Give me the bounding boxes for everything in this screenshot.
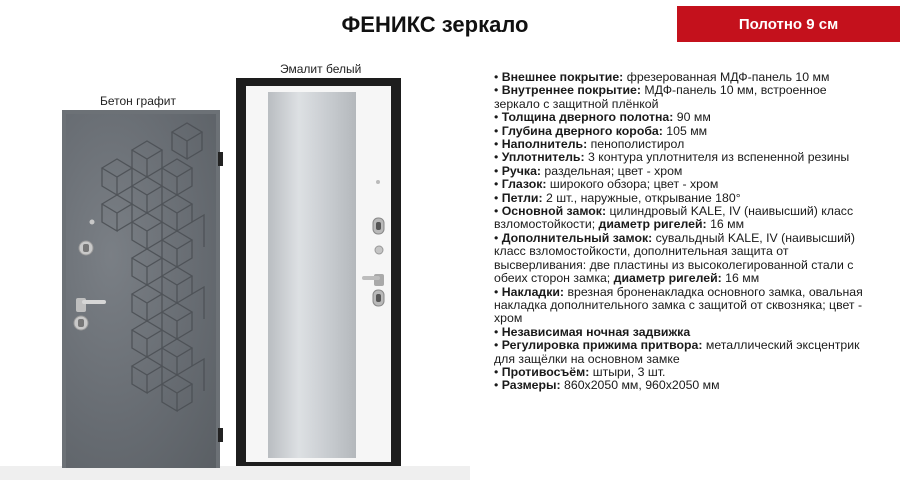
- spec-value: фрезерованная МДФ-панель 10 мм: [623, 70, 830, 84]
- spec-item: • Петли: 2 шт., наружные, открывание 180°: [494, 190, 741, 205]
- specifications-list: [494, 71, 874, 393]
- floor-strip: [0, 466, 470, 480]
- spec-label: Петли:: [501, 190, 543, 205]
- spec-label: Размеры:: [501, 378, 561, 393]
- spec-item: • Основной замок: цилиндровый KALE, IV (наивысший) класс взломостойкости; диаметр ригелей: 16 мм: [494, 204, 854, 232]
- spec-value: 16 мм: [721, 271, 760, 286]
- spec-value: 2 шт., наружные, открывание 180°: [542, 190, 741, 205]
- spec-label: диаметр ригелей:: [595, 217, 707, 232]
- spec-value: раздельная; цвет - хром: [541, 163, 683, 178]
- right-door-label: Эмалит белый: [280, 62, 362, 76]
- spec-value: 860x2050 мм, 960x2050 мм: [560, 378, 720, 393]
- spec-value: металлический эксцентрик для защёлки на основном замке: [494, 338, 860, 366]
- spec-item: • Регулировка прижима притвора: металлический эксцентрик для защёлки на основном замке: [494, 338, 860, 366]
- spec-label: Дополнительный замок:: [501, 230, 653, 245]
- page-title: ФЕНИКС зеркало: [341, 12, 529, 37]
- spec-label: Противосъём:: [501, 364, 590, 379]
- spec-item: • Ручка: раздельная; цвет - хром: [494, 163, 683, 178]
- spec-value: сувальдный KALE, IV (наивысший) класс взломостойкости, дополнительная защита от высверливания: две пластины из высоколегированной стали с обеих сторон замка;: [494, 230, 855, 286]
- spec-item: • Уплотнитель: 3 контура уплотнителя из вспененной резины: [494, 150, 850, 165]
- spec-label: Внешнее покрытие:: [501, 70, 624, 84]
- spec-label: Толщина дверного полотна:: [501, 110, 674, 125]
- spec-value: широкого обзора; цвет - хром: [546, 177, 719, 192]
- spec-label: Внутреннее покрытие:: [501, 83, 641, 98]
- spec-value: штыри, 3 шт.: [589, 364, 666, 379]
- spec-value: 16 мм: [706, 217, 745, 232]
- spec-item: • Противосъём: штыри, 3 шт.: [494, 364, 666, 379]
- spec-item: • Глубина дверного короба: 105 мм: [494, 123, 708, 138]
- spec-item: • Внешнее покрытие: фрезерованная МДФ-панель 10 мм: [494, 70, 830, 84]
- spec-value: цилиндровый KALE, IV (наивысший) класс взломостойкости;: [494, 204, 854, 232]
- spec-item: • Независимая ночная задвижка: [494, 324, 691, 339]
- spec-label: Уплотнитель:: [501, 150, 585, 165]
- spec-item: • Внутреннее покрытие: МДФ-панель 10 мм, встроенное зеркало с защитной плёнкой: [494, 83, 827, 111]
- spec-label: Регулировка прижима притвора:: [501, 338, 703, 353]
- spec-item: • Размеры: 860x2050 мм, 960x2050 мм: [494, 378, 720, 393]
- cube-pattern-graphic: [62, 110, 220, 468]
- spec-value: пенополистирол: [587, 137, 685, 152]
- left-door-label: Бетон графит: [100, 94, 176, 108]
- spec-label: Накладки:: [501, 284, 565, 299]
- spec-item: • Накладки: врезная броненакладка основного замка, овальная накладка дополнительного замка с защитой от сквозняка; цвет - хром: [494, 284, 863, 326]
- spec-label: Глубина дверного короба:: [501, 123, 663, 138]
- spec-label: диаметр ригелей:: [610, 271, 722, 286]
- spec-value: врезная броненакладка основного замка, овальная накладка дополнительного замка с защитой от сквозняка; цвет - хром: [494, 284, 863, 326]
- spec-label: Ручка:: [501, 163, 542, 178]
- spec-item: • Толщина дверного полотна: 90 мм: [494, 110, 711, 125]
- spec-item: • Глазок: широкого обзора; цвет - хром: [494, 177, 719, 192]
- interior-hardware-graphic: [246, 86, 391, 462]
- spec-label: Основной замок:: [501, 204, 607, 219]
- lower-hinge: [218, 428, 223, 442]
- spec-value: 3 контура уплотнителя из вспененной резины: [584, 150, 850, 165]
- spec-value: МДФ-панель 10 мм, встроенное зеркало с защитной плёнкой: [494, 83, 827, 111]
- door-interior-panel: [246, 86, 391, 462]
- spec-label: Независимая ночная задвижка: [501, 324, 691, 339]
- door-thickness-badge: Полотно 9 см: [677, 6, 900, 42]
- spec-item: • Дополнительный замок: сувальдный KALE, IV (наивысший) класс взломостойкости, дополнительная защита от высверливания: две пластины из высоколегированной стали с обеих сторон замка; диаметр ригелей: 16 мм: [494, 230, 855, 286]
- spec-item: • Наполнитель: пенополистирол: [494, 137, 685, 152]
- spec-value: 105 мм: [662, 123, 708, 138]
- spec-value: 90 мм: [673, 110, 711, 125]
- door-interior-image: [236, 78, 401, 466]
- spec-label: Глазок:: [501, 177, 547, 192]
- door-exterior-image: [62, 110, 220, 468]
- upper-hinge: [218, 152, 223, 166]
- spec-label: Наполнитель:: [501, 137, 588, 152]
